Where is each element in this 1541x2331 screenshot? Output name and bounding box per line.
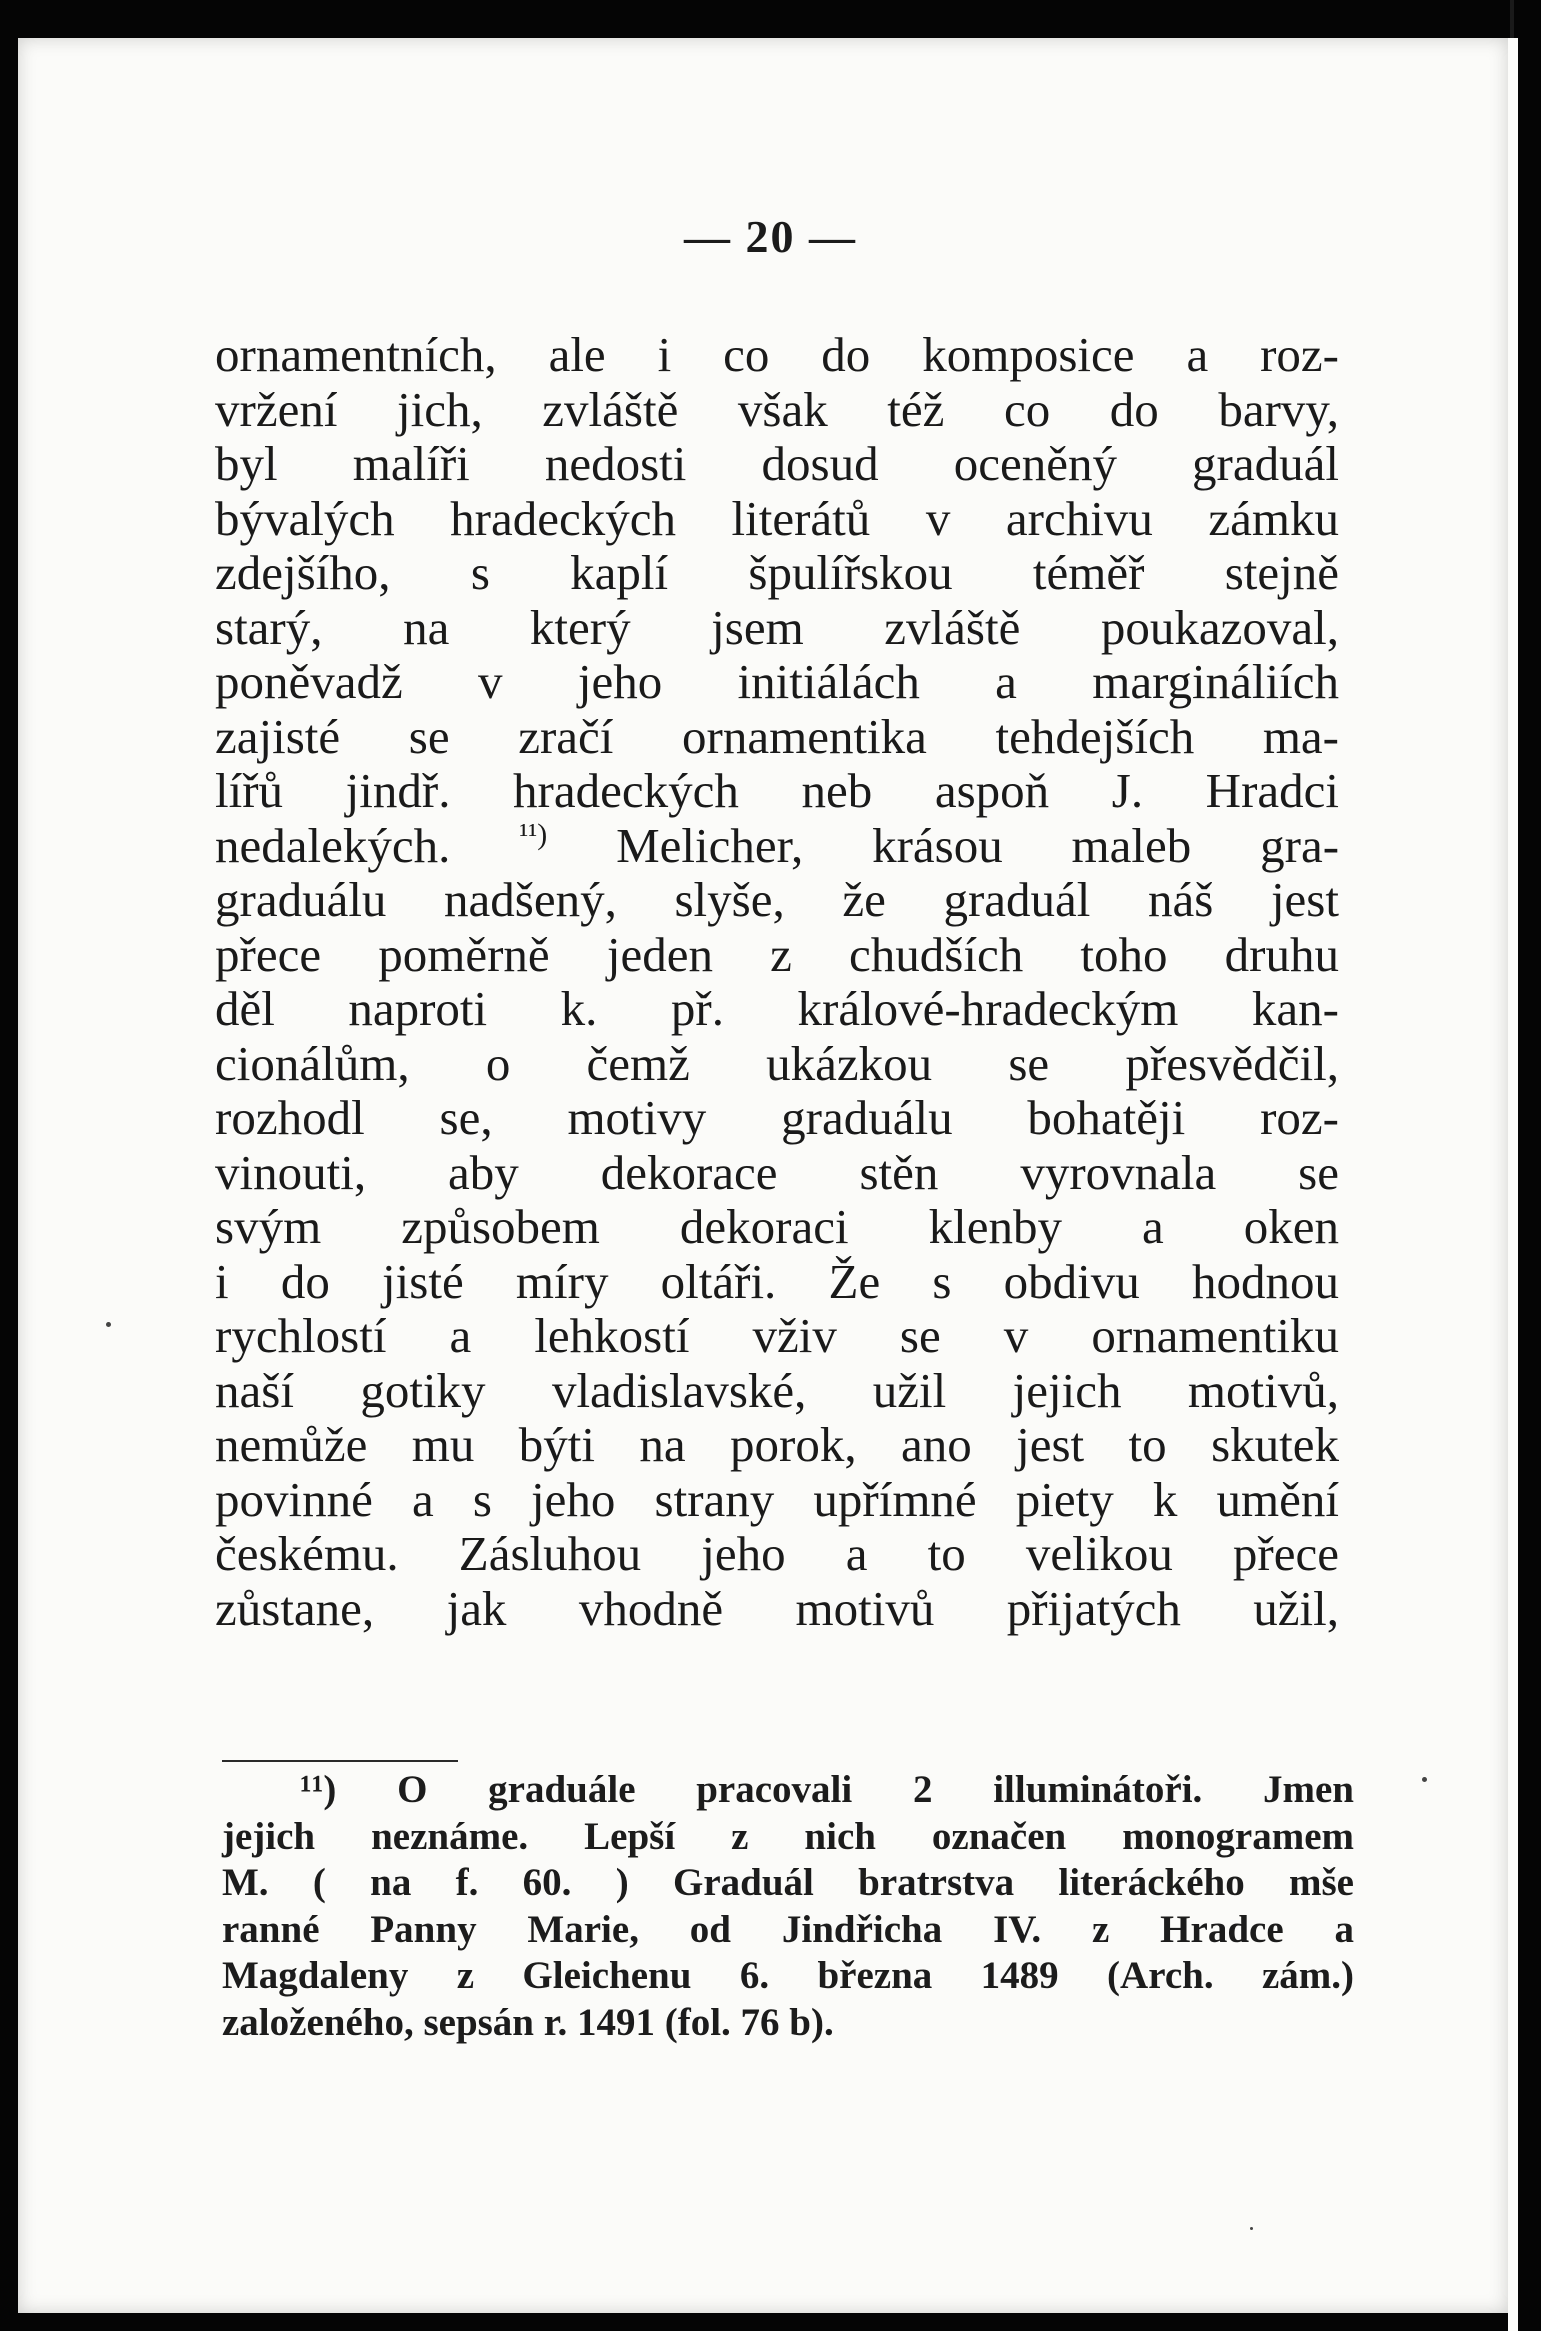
paper-speck — [106, 1322, 111, 1327]
paper-speck — [1422, 1777, 1427, 1782]
text-line: rychlostí a lehkostí vživ se v ornamentiku — [215, 1308, 1339, 1363]
body-text — [215, 328, 1339, 1636]
footnote-line: jejich neznáme. Lepší z nich označen monogramem — [222, 1814, 1354, 1858]
text-line: povinné a s jeho strany upřímné piety k umění — [215, 1471, 1339, 1527]
text-line: lířů jindř. hradeckých neb aspoň J. Hradci — [215, 763, 1339, 818]
text-line: rozhodl se, motivy graduálu bohatěji roz- — [215, 1090, 1339, 1145]
text-line: poněvadž v jeho initiálách a margináliích — [215, 654, 1339, 709]
text-line: zdejšího, s kaplí špulířskou téměř stejně — [215, 545, 1339, 600]
footnote-rule — [222, 1760, 458, 1762]
text-line: starý, na který jsem zvláště poukazoval, — [215, 599, 1339, 655]
text-line: cionálům, o čemž ukázkou se přesvědčil, — [215, 1035, 1339, 1091]
page-edge — [1508, 38, 1518, 2331]
text-line: svým způsobem dekoraci klenby a oken — [215, 1199, 1339, 1254]
footnote-line: Magdaleny z Gleichenu 6. března 1489 (Arch. zám.) — [222, 1954, 1354, 1997]
text-line: graduálu nadšený, slyše, že graduál náš jest — [215, 872, 1339, 927]
page-number: — 20 — — [684, 211, 857, 262]
text-line: přece poměrně jeden z chudších toho druhu — [215, 926, 1339, 982]
text-line: naší gotiky vladislavské, užil jejich motivů, — [215, 1362, 1339, 1418]
footnote-reference: ¹¹) — [519, 817, 548, 851]
text-fragment: nedalekých. — [215, 817, 451, 873]
text-line: byl malíři nedosti dosud oceněný graduál — [215, 436, 1339, 491]
footnote-text: O graduále pracovali 2 illuminátoři. Jmen — [397, 1768, 1354, 1811]
footnote-line: založeného, sepsán r. 1491 (fol. 76 b). — [222, 2000, 834, 2044]
text-line: nemůže mu býti na porok, ano jest to skutek — [215, 1417, 1339, 1472]
text-line: ornamentních, ale i co do komposice a roz- — [215, 327, 1339, 382]
footnote-marker: ¹¹) — [300, 1768, 337, 1811]
footnote-line: M. ( na f. 60. ) Graduál bratrstva literáckého mše — [222, 1861, 1354, 1904]
text-line: zajisté se zračí ornamentika tehdejších ma- — [215, 708, 1339, 764]
text-line: bývalých hradeckých literátů v archivu zámku — [215, 490, 1339, 546]
text-line: zůstane, jak vhodně motivů přijatých užil, — [215, 1580, 1339, 1636]
text-fragment: Melicher, krásou maleb gra- — [616, 817, 1340, 873]
text-line: českému. Zásluhou jeho a to velikou přece — [215, 1526, 1339, 1581]
text-line: děl naproti k. př. králové-hradeckým kan- — [215, 981, 1339, 1036]
footnote — [222, 1767, 1354, 2046]
text-line: vržení jich, zvláště však též co do barvy, — [215, 381, 1339, 437]
paper-speck — [1250, 2227, 1253, 2230]
footnote-line — [222, 1767, 1354, 1814]
text-line: vinouti, aby dekorace stěn vyrovnala se — [215, 1144, 1339, 1200]
footnote-line: ranné Panny Marie, od Jindřicha IV. z Hradce a — [222, 1907, 1354, 1951]
text-line: i do jisté míry oltáři. Že s obdivu hodnou — [215, 1253, 1339, 1309]
text-line-with-footnote-ref — [215, 819, 1339, 874]
